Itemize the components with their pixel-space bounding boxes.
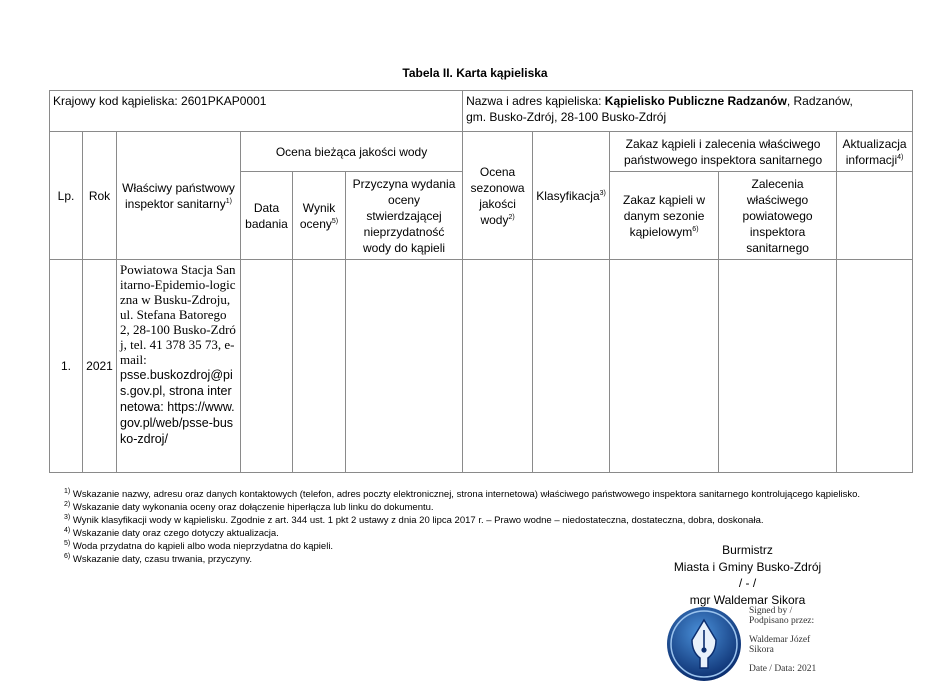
signature-office: Miasta i Gminy Busko-Zdrój [673, 559, 822, 574]
bathing-site-card-table [49, 90, 913, 473]
signature-name: mgr Waldemar Sikora [689, 592, 806, 607]
signature-mark: / - / [738, 576, 757, 590]
site-name-cell [463, 91, 913, 132]
national-code-cell [50, 91, 463, 132]
footnote: $^{4)}$ Wskazanie daty oraz czego dotyczy aktualizacja. [64, 526, 279, 539]
footnote: $^{2)}$ Wskazanie daty wykonania oceny oraz dołączenie hiperłącza lub linku do dokumentu. [64, 500, 434, 513]
row-reason [346, 260, 463, 473]
signature-title: Burmistrz [722, 543, 773, 557]
row-inspector [117, 260, 241, 473]
page-title: Tabela II. Karta kąpieliska [402, 66, 548, 80]
header-reason: Przyczyna wydania oceny stwierdzającej nieprzydatność wody do kąpieli [346, 172, 463, 260]
signature-block [650, 542, 845, 608]
table-row [50, 260, 913, 473]
e-signature-pen-icon [666, 606, 742, 682]
header-update: Aktualizacja informacji$^{4)}$ [837, 132, 913, 172]
site-name: Kąpielisko Publiczne Radzanów [604, 94, 787, 108]
row-ban [610, 260, 719, 473]
header-classification: Klasyfikacja$^{3)}$ [533, 132, 610, 260]
footnote: $^{5)}$ Woda przydatna do kąpieli albo woda nieprzydatna do kąpieli. [64, 539, 334, 552]
footnote: $^{6)}$ Wskazanie daty, czasu trwania, przyczyny. [64, 552, 253, 565]
header-lp: Lp. [50, 132, 83, 260]
row-result [293, 260, 346, 473]
row-recommendations [719, 260, 837, 473]
inspector-contact: psse.buskozdroj@pis.gov.pl, strona internetowa: https://www.gov.pl/web/psse-busko-zdroj/ [120, 368, 235, 446]
e-signature-details: Signed by / Podpisano przez: Waldemar Józef Sikora Date / Data: 2021 [749, 606, 817, 674]
header-ban: Zakaz kąpieli w danym sezonie kąpielowym$^{6)}$ [610, 172, 719, 260]
header-seasonal: Ocena sezonowa jakości wody$^{2)}$ [463, 132, 533, 260]
header-ban-group: Zakaz kąpieli i zalecenia właściwego państwowego inspektora sanitarnego [610, 132, 837, 172]
national-code-label: Krajowy kod kąpieliska: 2601PKAP0001 [53, 94, 267, 108]
header-recommendations: Zalecenia właściwego powiatowego inspektora sanitarnego [719, 172, 837, 260]
inspector-address: Powiatowa Stacja Sanitarno-Epidemio-logiczna w Busku-Zdroju, ul. Stefana Batorego 2, 28-100 Busko-Zdrój, tel. 41 378 35 73, e-mail: [120, 262, 236, 367]
header-update-empty [837, 172, 913, 260]
site-name-rest: , Radzanów, [786, 94, 853, 108]
footnote: $^{3)}$ Wynik klasyfikacji wody w kąpielisku. Zgodnie z art. 344 ust. 1 pkt 2 ustawy z dnia 20 lipca 2017 r. – Prawo wodne – niedostateczna, dostateczna, dobra, doskonała. [64, 513, 764, 526]
header-year: Rok [83, 132, 117, 260]
row-date [241, 260, 293, 473]
site-address: gm. Busko-Zdrój, 28-100 Busko-Zdrój [466, 110, 667, 124]
footnote: $^{1)}$ Wskazanie nazwy, adresu oraz danych kontaktowych (telefon, adres poczty elektronicznej, strona internetowa) właściwego państwowego inspektora sanitarnego kontrolującego kąpielisko. [64, 487, 861, 500]
header-current-quality: Ocena bieżąca jakości wody [241, 132, 463, 172]
row-seasonal [463, 260, 533, 473]
header-inspector: Właściwy państwowy inspektor sanitarny$^{1)}$ [117, 132, 241, 260]
row-year: 2021 [83, 260, 117, 473]
header-date: Data badania [241, 172, 293, 260]
row-update [837, 260, 913, 473]
row-lp: 1. [50, 260, 83, 473]
row-classification [533, 260, 610, 473]
header-result: Wynik oceny$^{5)}$ [293, 172, 346, 260]
site-name-label: Nazwa i adres kąpieliska: [466, 94, 605, 108]
